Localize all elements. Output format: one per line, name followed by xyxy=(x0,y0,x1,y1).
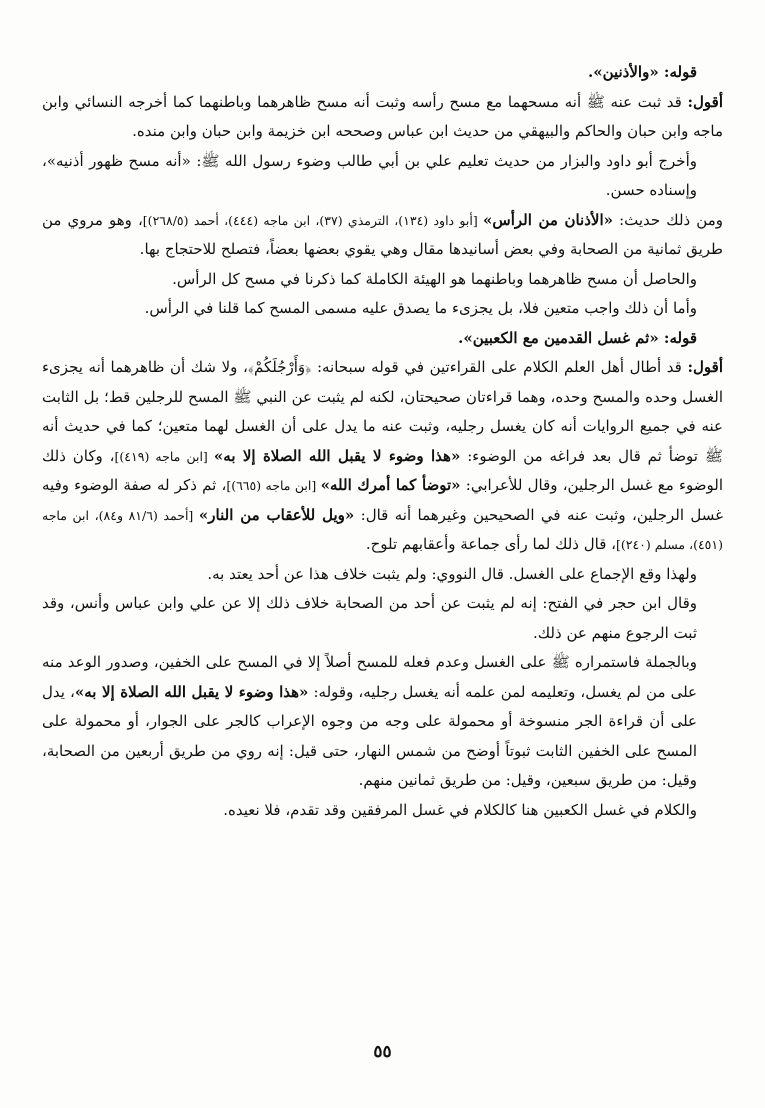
emphasis-text: قوله: «ثم غسل القدمين مع الكعبين». xyxy=(458,328,697,347)
emphasis-text: أقول: xyxy=(687,92,723,111)
page-number: ٥٥ xyxy=(373,1042,392,1062)
emphasis-text: أقول: xyxy=(687,358,723,376)
section-heading xyxy=(42,324,723,354)
emphasis-text: «هذا وضوء لا يقبل الله الصلاة إلا به» xyxy=(213,446,461,465)
paragraph xyxy=(42,265,723,295)
text-run: ومن ذلك حديث: xyxy=(613,210,723,229)
citation: [ابن ماجه (٦٦٥)] xyxy=(226,478,321,493)
section-heading xyxy=(42,58,723,88)
paragraph xyxy=(42,560,723,590)
text-run: ، يدل على أن قراءة الجر منسوخة أو محمولة على وجه من وجوه الإعراب كالجر على الجوار، أو محمولة على المسح على الخفين الثابت ثبوتاً أوضح من شمس النهار، حتى قيل: إنه روي من طريق أربعين من الصحابة، وقيل: من طريق سبعين، وقيل: من طريق ثمانين منهم. xyxy=(42,682,697,789)
text-run: ، وكان ذلك الوضوء مع غسل الرجلين، وقال للأعرابي: xyxy=(42,446,723,494)
paragraph xyxy=(42,88,723,147)
text-run: وبالجملة فاستمراره ﷺ على الغسل وعدم فعله للمسح أصلاً إلا في المسح على الخفين، وصدور الوعد منه على من لم يغسل، وتعليمه لمن علمه أنه يغسل رجليه، وقوله: xyxy=(42,653,697,701)
paragraph xyxy=(42,589,723,648)
citation: [أبو داود (١٣٤)، الترمذي (٣٧)، ابن ماجه (٤٤٤)، أحمد (٢٦٨/٥)] xyxy=(142,212,484,228)
paragraph xyxy=(42,353,723,560)
text-run: وقال ابن حجر في الفتح: إنه لم يثبت عن أحد من الصحابة خلاف ذلك إلا عن علي وابن عباس وأنس، وقد ثبت الرجوع منهم عن ذلك. xyxy=(42,594,697,642)
text-run: والحاصل أن مسح ظاهرهما وباطنهما هو الهيئة الكاملة كما ذكرنا في مسح كل الرأس. xyxy=(172,269,697,288)
text-run: وأخرج أبو داود والبزار من حديث تعليم علي بن أبي طالب وضوء رسول الله ﷺ: «أنه مسح ظهور أذنيه»، وإسناده حسن. xyxy=(42,151,697,199)
emphasis-text: «ويل للأعقاب من النار» xyxy=(198,505,355,524)
text-run: ولهذا وقع الإجماع على الغسل. قال النووي: ولم يثبت خلاف هذا عن أحد يعتد به. xyxy=(207,564,697,583)
emphasis-text: «هذا وضوء لا يقبل الله الصلاة إلا به» xyxy=(74,682,309,701)
citation: [أحمد (٨١/٦ و٨٤)، ابن ماجه (٤٥١)، مسلم (٢٤٠)] xyxy=(42,507,723,552)
text-run: وأما أن ذلك واجب متعين فلا، بل يجزىء ما يصدق عليه مسمى المسح كما قلنا في الرأس. xyxy=(144,299,697,317)
emphasis-text: قوله: «والأذنين». xyxy=(587,63,697,81)
paragraph xyxy=(42,796,723,826)
paragraph xyxy=(42,206,723,265)
text-run: ، قال ذلك لما رأى جماعة وأعقابهم تلوح. xyxy=(365,535,616,553)
citation: [ابن ماجه (٤١٩)] xyxy=(114,448,214,464)
paragraph xyxy=(42,294,723,324)
text-run: ، وهو مروي من طريق ثمانية من الصحابة وفي بعض أسانيدها مقال وهي يقوي بعضها بعضاً، فتصلح للاحتجاج بها. xyxy=(42,210,723,258)
page-body xyxy=(42,58,723,825)
emphasis-text: «توضأ كما أمرك الله» xyxy=(320,476,461,494)
emphasis-text: «الأذنان من الرأس» xyxy=(483,210,613,229)
text-run: ، ثم ذكر له صفة الوضوء وفيه غسل الرجلين، وثبت عنه في الصحيحين وغيرهما أنه قال: xyxy=(42,476,723,524)
paragraph xyxy=(42,648,723,796)
paragraph xyxy=(42,147,723,206)
text-run: والكلام في غسل الكعبين هنا كالكلام في غسل المرفقين وقد تقدم، فلا نعيده. xyxy=(223,800,697,819)
text-run: قد ثبت عنه ﷺ أنه مسحهما مع مسح رأسه وثبت أنه مسح ظاهرهما وباطنهما كما أخرجه النسائي وابن ماجه وابن حبان والحاكم والبيهقي من حديث ابن عباس وصححه ابن خزيمة وابن حبان وابن منده. xyxy=(42,92,723,140)
text-run: قد أطال أهل العلم الكلام على القراءتين في قوله سبحانه: ﴿وَأَرْجُلَكُمْ﴾، ولا شك أن ظاهرهما أنه يجزىء الغسل وحده والمسح وحده، وهما قراءتان صحيحتان، لكنه لم يثبت عن النبي ﷺ المسح للرجلين قط؛ بل الثابت عنه في جميع الروايات أنه كان يغسل رجليه، وثبت عنه ما يدل على أن الغسل لهما متعين؛ كما في حديث أنه ﷺ توضأ ثم قال بعد فراغه من الوضوء: xyxy=(42,358,723,465)
